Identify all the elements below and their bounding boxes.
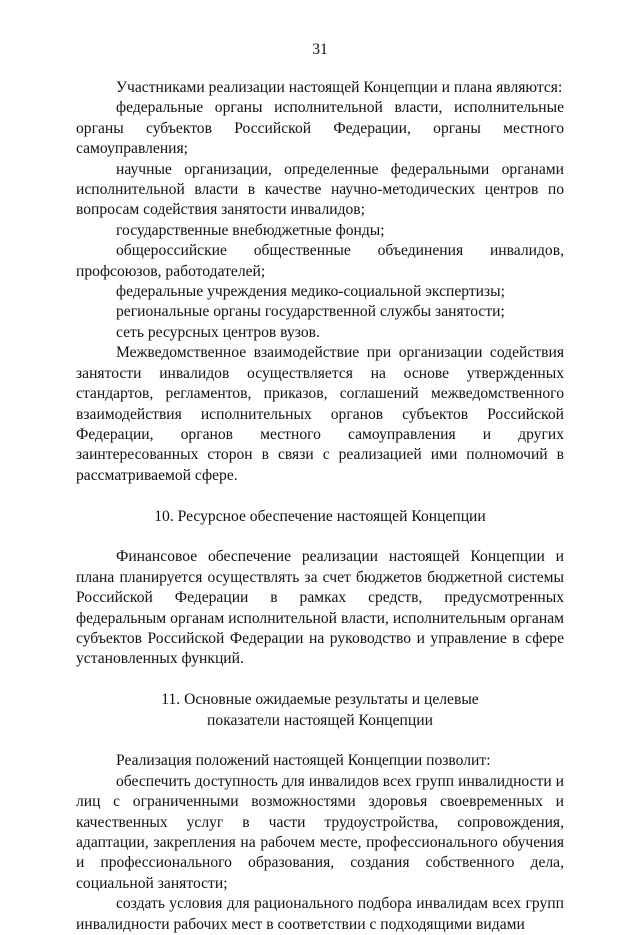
paragraph-financing: Финансовое обеспечение реализации настоящей Концепции и плана планируется осуществлять за счет бюджетов бюджетной системы Российской Федерации в рамках средств, предусмотренных федеральным органам исполнительной власти, исполнительным органам субъектов Российской Федерации на руководство и управление в сфере установленных функций.	[76, 548, 564, 668]
section-11-heading-line1: 11. Основные ожидаемые результаты и целевые	[161, 691, 479, 709]
paragraph-participants-intro: Участниками реализации настоящей Концепции и плана являются:	[116, 79, 563, 96]
section-10-heading: 10. Ресурсное обеспечение настоящей Концепции	[154, 507, 486, 525]
list-item-ensure-accessibility: обеспечить доступность для инвалидов всех групп инвалидности и лиц с ограниченными возможностями здоровья своевременных и качественных услуг в части трудоустройства, сопровождения, адаптации, закрепления на рабочем месте, профессионального обучения и профессионального образования, создания собственного дела, социальной занятости;	[76, 772, 564, 892]
list-item-scientific-organizations: научные организации, определенные федеральными органами исполнительной власти в качестве научно-методических центров по вопросам содействия занятости инвалидов;	[76, 160, 564, 219]
list-item-employment-service: региональные органы государственной службы занятости;	[116, 303, 505, 321]
document-body	[76, 78, 564, 935]
list-item-state-funds: государственные внебюджетные фонды;	[116, 221, 385, 239]
list-item-create-conditions: создать условия для рационального подбора инвалидам всех групп инвалидности рабочих мест в соответствии с подходящими видами	[76, 895, 564, 933]
section-11-heading-line2: показатели настоящей Концепции	[207, 711, 433, 729]
section-11-heading	[76, 690, 564, 731]
list-item-federal-bodies: федеральные органы исполнительной власти, исполнительные органы субъектов Российской Федерации, органы местного самоуправления;	[76, 99, 564, 158]
page-number: 31	[312, 41, 328, 58]
list-item-resource-centers: сеть ресурсных центров вузов.	[116, 323, 320, 341]
paragraph-implementation-intro: Реализация положений настоящей Концепции позволит:	[116, 752, 491, 770]
list-item-medical-expertise: федеральные учреждения медико-социальной экспертизы;	[116, 283, 505, 301]
paragraph-interagency-interaction: Межведомственное взаимодействие при организации содействия занятости инвалидов осуществляется на основе утвержденных стандартов, регламентов, приказов, соглашений межведомственного взаимодействия исполнительных органов субъектов Российской Федерации, органов местного самоуправления и других заинтересованных сторон в связи с реализацией ими полномочий в рассматриваемой сфере.	[76, 344, 564, 484]
list-item-public-associations: общероссийские общественные объединения инвалидов, профсоюзов, работодателей;	[76, 242, 564, 280]
